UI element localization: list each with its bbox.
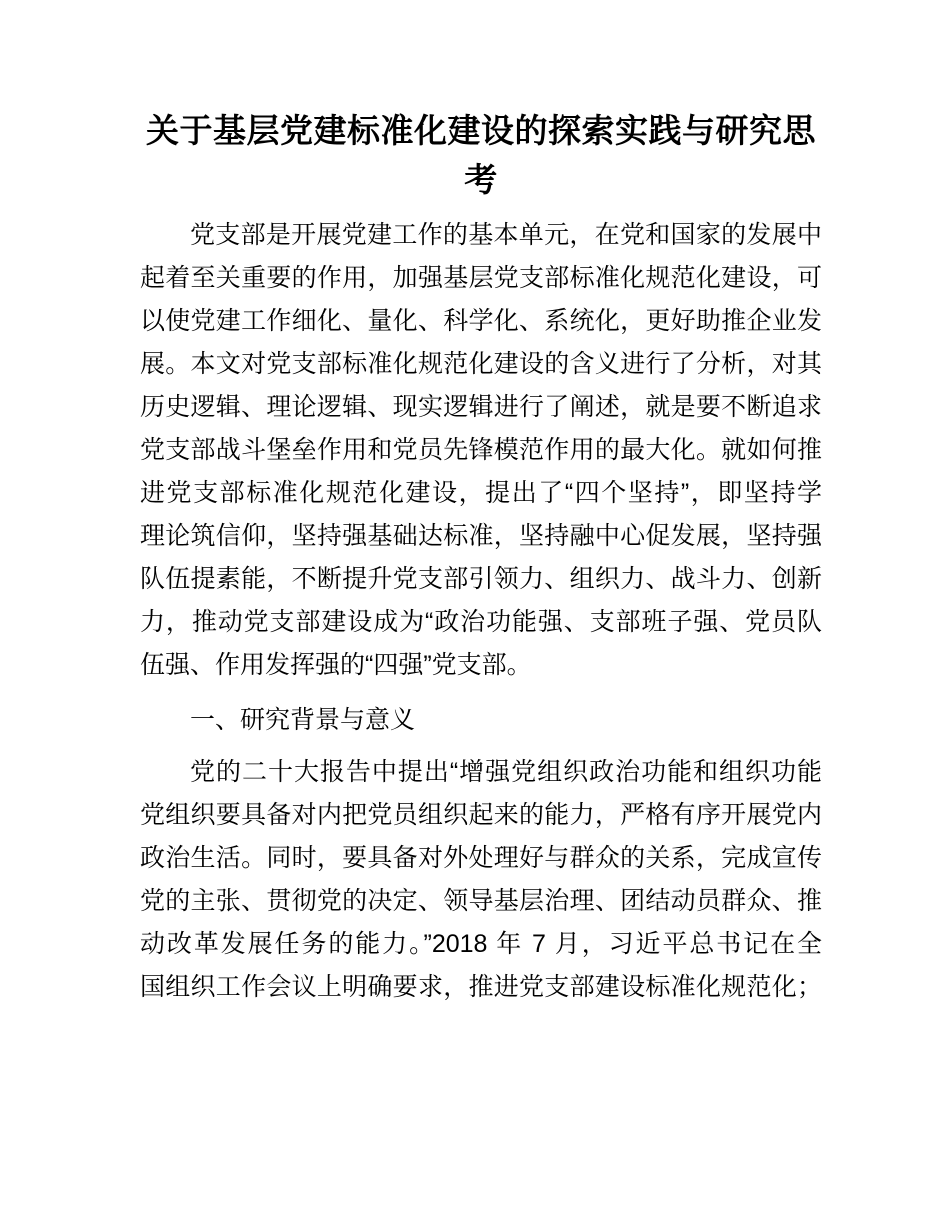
text-line: 党的主张、贯彻党的决定、领导基层治理、团结动员群众、推 bbox=[140, 887, 822, 915]
section-heading-1: 一、研究背景与意义 bbox=[190, 706, 416, 734]
text-line: 党支部是开展党建工作的基本单元，在党和国家的发展中 bbox=[190, 221, 822, 249]
text-line: 以使党建工作细化、量化、科学化、系统化，更好助推企业发 bbox=[140, 307, 822, 335]
intro-paragraph bbox=[140, 214, 822, 687]
text-line: 展。本文对党支部标准化规范化建设的含义进行了分析，对其 bbox=[140, 350, 822, 378]
text-line: 动改革发展任务的能力。”2018 年 7 月，习近平总书记在全 bbox=[140, 930, 822, 958]
text-line: 历史逻辑、理论逻辑、现实逻辑进行了阐述，就是要不断追求 bbox=[140, 393, 822, 421]
text-line: 起着至关重要的作用，加强基层党支部标准化规范化建设，可 bbox=[140, 264, 822, 292]
title-line-1: 关于基层党建标准化建设的探索实践与研究思 bbox=[146, 112, 816, 149]
text-line: 党组织要具备对内把党员组织起来的能力，严格有序开展党内 bbox=[140, 801, 822, 829]
text-line: 队伍提素能，不断提升党支部引领力、组织力、战斗力、创新 bbox=[140, 565, 822, 593]
text-line: 力，推动党支部建设成为“政治功能强、支部班子强、党员队 bbox=[140, 608, 822, 636]
text-line: 伍强、作用发挥强的“四强”党支部。 bbox=[140, 651, 532, 679]
text-line: 党的二十大报告中提出“增强党组织政治功能和组织功能 bbox=[190, 758, 822, 786]
document-title bbox=[140, 106, 822, 204]
text-line: 党支部战斗堡垒作用和党员先锋模范作用的最大化。就如何推 bbox=[140, 436, 822, 464]
text-line: 进党支部标准化规范化建设，提出了“四个坚持”，即坚持学 bbox=[140, 479, 822, 507]
title-line-2: 考 bbox=[464, 161, 498, 198]
text-line: 理论筑信仰，坚持强基础达标准，坚持融中心促发展，坚持强 bbox=[140, 522, 822, 550]
text-line: 国组织工作会议上明确要求，推进党支部建设标准化规范化； bbox=[140, 973, 822, 1001]
section1-paragraph bbox=[140, 751, 822, 1009]
text-line: 政治生活。同时，要具备对外处理好与群众的关系，完成宣传 bbox=[140, 844, 822, 872]
